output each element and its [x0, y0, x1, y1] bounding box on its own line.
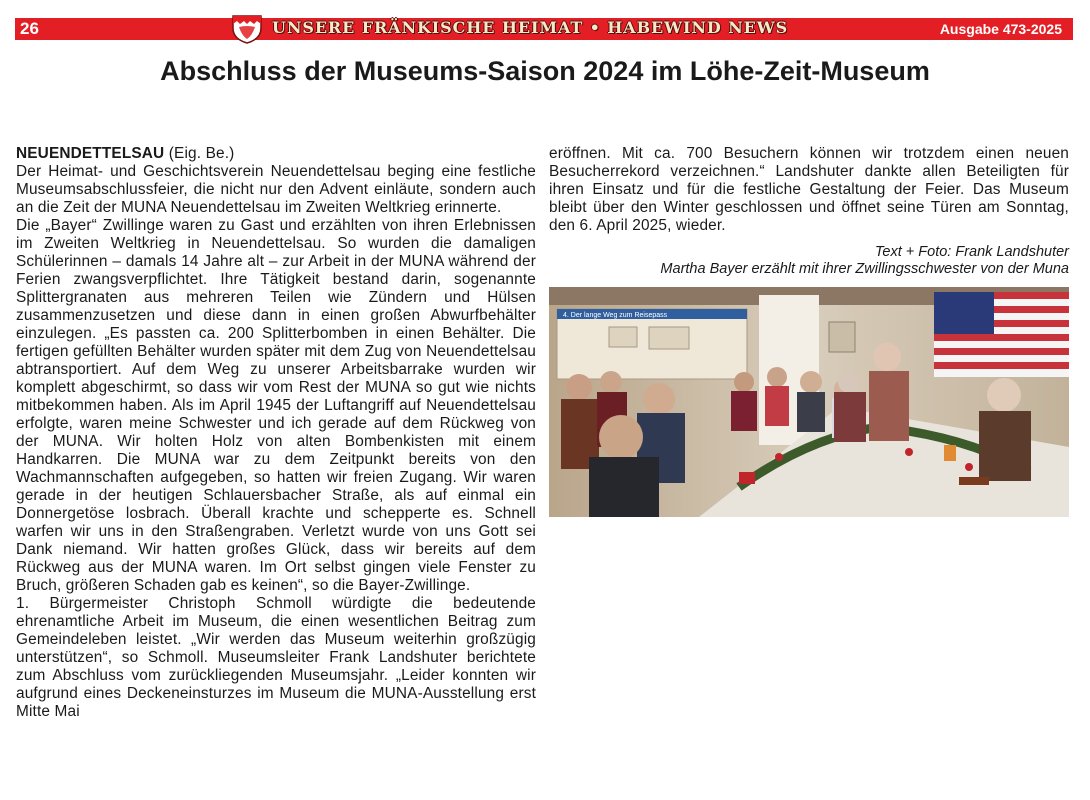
article-paragraph: eröffnen. Mit ca. 700 Besuchern können wir trotzdem einen neuen Besucherrekord verzeichnen.“ Landshuter dankte allen Beteiligten für ihren Einsatz und für die festliche Gestaltung der Feier. Das Museum bleibt über den Winter geschlossen und öffnet seine Türen am Sonntag, den 6. April 2025, wieder. — [549, 145, 1069, 234]
photo-credit: Text + Foto: Frank Landshuter — [874, 244, 1069, 260]
dateline: NEUENDETTELSAU — [16, 145, 165, 162]
issue-label: Ausgabe 473-2025 — [939, 21, 1062, 37]
article-paragraph: Der Heimat- und Geschichtsverein Neuendettelsau beging eine festliche Museumsabschlussfeier, die nicht nur den Advent einläute, sondern auch an die Zeit der MUNA Neuendettelsau im Zweiten Weltkrieg erinnerte. — [16, 163, 536, 216]
article-paragraph: Die „Bayer“ Zwillinge waren zu Gast und erzählten von ihren Erlebnissen im Zweiten Weltkrieg in Neuendettelsau. So wurden die damaligen Schülerinnen – damals 14 Jahre alt – zur Arbeit in der MUNA während der Ferien zwangsverpflichtet. Ihre Tätigkeit bestand darin, sogenannte Splittergranaten aus mehreren Teilen wie Zündern und Hülsen zusammenzusetzen und diese dann in einen großen Abwurfbehälter einzulegen. „Es passten ca. 200 Splitterbomben in einen Behälter. Die fertigen gefüllten Behälter wurden später mit dem Zug von Neuendettelsau abtransportiert. Auf dem Weg zu unserer Arbeitsbarrake wurden wir komplett abgeschirmt, so dass wir vom Rest der MUNA so gut wie nichts mitbekommen haben. Als im April 1945 der Luftangriff auf Neuendettelsau erfolgte, waren meine Schwester und ich gerade auf dem Rückweg von der MUNA. Wir holten Holz von alten Bombenkisten mit einem Handkarren. Die MUNA war zu dem Zeitpunkt bereits von den Wachmannschaften aufgegeben, so hatten wir freien Zugang. Wir waren gerade in der heutigen Schlauersbacher Straße, als auf einmal ein Donnergetöse losbrach. Überall krachte und schepperte es. Schnell warfen wir uns in den Straßengraben. Verletzt wurde von uns Gott sei Dank niemand. Wir hatten großes Glück, dass wir bereits auf dem Rückweg aus der MUNA waren. Im Ort selbst gingen viele Fenster zu Bruch, größeren Schaden gab es keinen“, so die Bayer-Zwillinge. — [16, 217, 536, 594]
article-column-left — [16, 145, 536, 721]
us-flag-icon — [934, 292, 1069, 377]
article-headline: Abschluss der Museums-Saison 2024 im Löhe-Zeit-Museum — [160, 56, 930, 86]
page-number: 26 — [20, 19, 39, 38]
masthead-title: UNSERE FRÄNKISCHE HEIMAT • HABEWIND NEWS — [272, 18, 789, 37]
franconian-crest-icon — [230, 12, 264, 44]
article-lead — [16, 145, 536, 163]
article-photo — [549, 287, 1069, 517]
photo-caption: Martha Bayer erzählt mit ihrer Zwillingsschwester von der Muna — [660, 261, 1069, 277]
photo-sign-text: 4. Der lange Weg zum Reisepass — [563, 312, 668, 319]
article-paragraph: 1. Bürgermeister Christoph Schmoll würdigte die bedeutende ehrenamtliche Arbeit im Museum, die einen wesentlichen Beitrag zum Gemeindeleben leistet. „Wir werden das Museum weiterhin großzügig unterstützen“, so Schmoll. Museumsleiter Frank Landshuter berichtete zum Abschluss vom zurückliegenden Museumsjahr. „Leider konnten wir aufgrund eines Deckeneinsturzes im Museum die MUNA-Ausstellung erst Mitte Mai — [16, 595, 536, 720]
dateline-suffix: (Eig. Be.) — [164, 145, 235, 162]
article-column-right — [549, 145, 1069, 235]
